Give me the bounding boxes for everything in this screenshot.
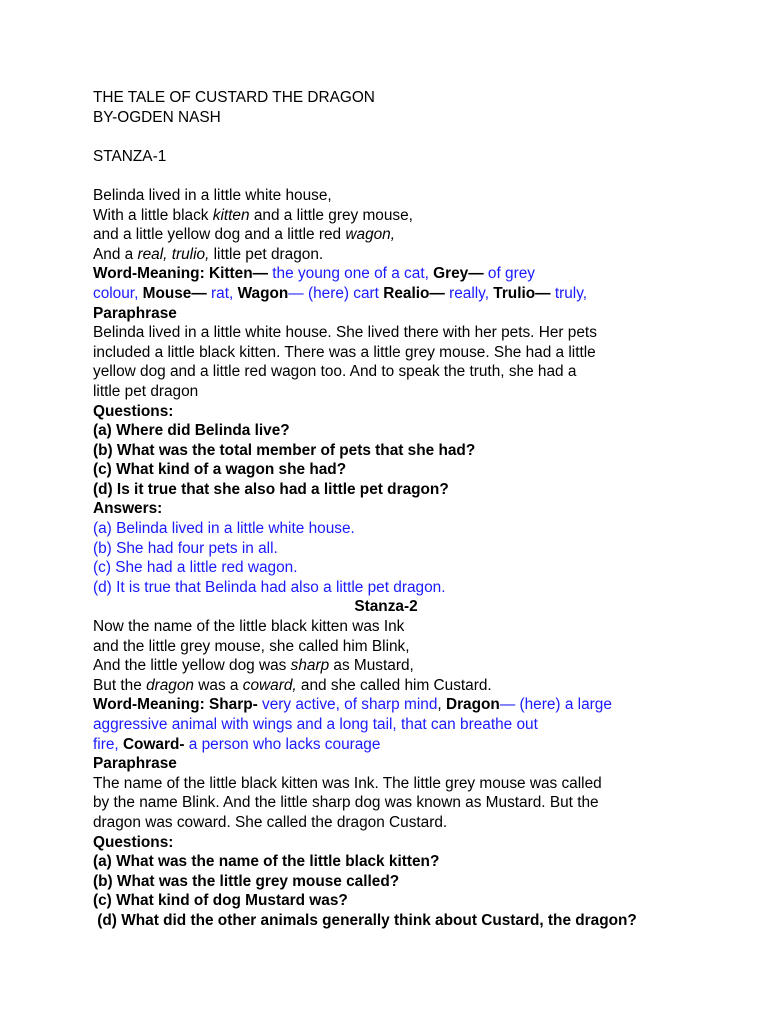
- stanza1-question: (b) What was the total member of pets that she had?: [93, 441, 476, 459]
- stanza1-poem-line: Belinda lived in a little white house,: [93, 186, 332, 204]
- stanza2-paraphrase-line: The name of the little black kitten was Ink. The little grey mouse was called: [93, 774, 602, 792]
- stanza2-poem-line: and the little grey mouse, she called him Blink,: [93, 637, 410, 655]
- stanza1-paraphrase-line: included a little black kitten. There was a little grey mouse. She had a little: [93, 343, 596, 361]
- stanza2-question: (d) What did the other animals generally think about Custard, the dragon?: [93, 911, 637, 929]
- stanza1-answer: (d) It is true that Belinda had also a little pet dragon.: [93, 578, 446, 596]
- stanza2-poem-line: And the little yellow dog was sharp as Mustard,: [93, 657, 414, 675]
- stanza2-paraphrase-line: by the name Blink. And the little sharp dog was known as Mustard. But the: [93, 794, 599, 812]
- stanza1-paraphrase-line: little pet dragon: [93, 382, 199, 400]
- stanza1-answers-heading: Answers:: [93, 500, 163, 518]
- stanza2-paraphrase-heading: Paraphrase: [93, 755, 177, 773]
- spacer: [93, 166, 693, 186]
- stanza1-poem-line: and a little yellow dog and a little red wagon,: [93, 226, 396, 244]
- stanza1-answer: (a) Belinda lived in a little white house.: [93, 520, 355, 538]
- stanza1-word-meaning: Word-Meaning: Kitten— the young one of a cat, Grey— of grey: [93, 265, 535, 283]
- doc-title: THE TALE OF CUSTARD THE DRAGON: [93, 89, 375, 106]
- stanza1-heading: STANZA-1: [93, 147, 167, 165]
- stanza2-poem-line: But the dragon was a coward, and she called him Custard.: [93, 676, 492, 694]
- stanza2-question: (a) What was the name of the little black kitten?: [93, 853, 440, 871]
- stanza2-word-meaning: aggressive animal with wings and a long tail, that can breathe out: [93, 716, 538, 733]
- stanza1-question: (d) Is it true that she also had a little pet dragon?: [93, 480, 449, 498]
- stanza2-question: (c) What kind of dog Mustard was?: [93, 892, 348, 910]
- stanza1-question: (c) What kind of a wagon she had?: [93, 461, 347, 479]
- stanza2-paraphrase-line: dragon was coward. She called the dragon Custard.: [93, 813, 448, 831]
- stanza1-paraphrase-line: Belinda lived in a little white house. She lived there with her pets. Her pets: [93, 324, 597, 342]
- stanza1-poem-line: And a real, trulio, little pet dragon.: [93, 245, 324, 263]
- stanza2-word-meaning: fire, Coward- a person who lacks courage: [93, 735, 381, 753]
- stanza1-poem-line: With a little black kitten and a little grey mouse,: [93, 206, 413, 224]
- stanza1-answer: (b) She had four pets in all.: [93, 539, 278, 557]
- stanza1-questions-heading: Questions:: [93, 402, 174, 420]
- stanza1-word-meaning: colour, Mouse— rat, Wagon— (here) cart Realio— really, Trulio— truly,: [93, 284, 588, 302]
- stanza2-poem-line: Now the name of the little black kitten was Ink: [93, 618, 405, 636]
- stanza1-question: (a) Where did Belinda live?: [93, 422, 290, 440]
- stanza1-answer: (c) She had a little red wagon.: [93, 559, 298, 577]
- doc-author: BY-OGDEN NASH: [93, 108, 221, 126]
- document-page: [93, 88, 693, 931]
- stanza2-word-meaning: Word-Meaning: Sharp- very active, of sharp mind, Dragon— (here) a large: [93, 696, 612, 714]
- stanza2-question: (b) What was the little grey mouse called?: [93, 872, 400, 890]
- stanza2-heading: Stanza-2: [354, 598, 418, 616]
- stanza1-paraphrase-heading: Paraphrase: [93, 304, 177, 322]
- spacer: [93, 127, 693, 147]
- stanza1-paraphrase-line: yellow dog and a little red wagon too. And to speak the truth, she had a: [93, 363, 577, 381]
- stanza2-questions-heading: Questions:: [93, 833, 174, 851]
